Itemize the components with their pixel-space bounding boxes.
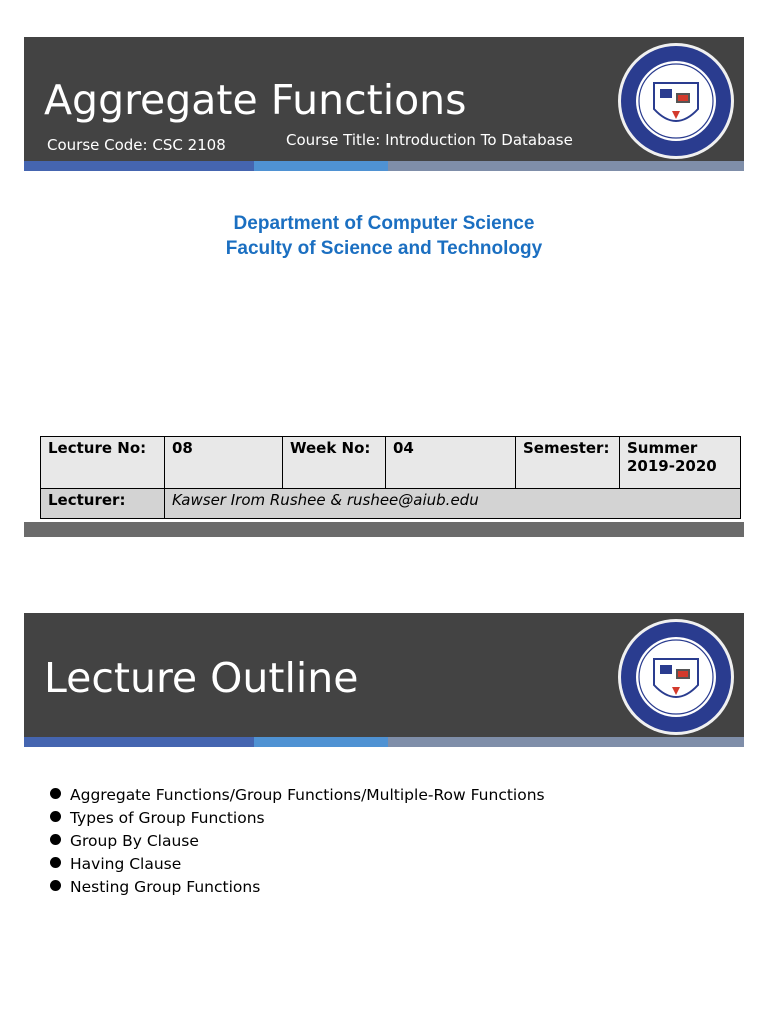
slide-divider bbox=[24, 522, 744, 537]
department-heading: Department of Computer Science bbox=[233, 213, 535, 234]
list-item: Group By Clause bbox=[44, 830, 545, 853]
semester-value bbox=[620, 437, 741, 489]
course-title: Course Title: Introduction To Database bbox=[286, 131, 573, 149]
bullet-icon bbox=[50, 857, 61, 868]
bullet-icon bbox=[50, 834, 61, 845]
list-item: Having Clause bbox=[44, 853, 545, 876]
bullet-icon bbox=[50, 788, 61, 799]
semester-label: Semester: bbox=[516, 437, 620, 489]
outline-list bbox=[44, 784, 545, 899]
lecture-no-value: 08 bbox=[165, 437, 283, 489]
week-no-label: Week No: bbox=[283, 437, 386, 489]
lecturer-value: Kawser Irom Rushee & rushee@aiub.edu bbox=[165, 489, 741, 519]
outline-title: Lecture Outline bbox=[44, 654, 359, 702]
slide-title: Aggregate Functions bbox=[44, 76, 467, 124]
list-item: Aggregate Functions/Group Functions/Multiple-Row Functions bbox=[44, 784, 545, 807]
table-row bbox=[41, 489, 741, 519]
university-logo bbox=[616, 41, 736, 161]
bullet-icon bbox=[50, 811, 61, 822]
lecturer-label: Lecturer: bbox=[41, 489, 165, 519]
university-logo bbox=[616, 617, 736, 737]
lecture-no-label: Lecture No: bbox=[41, 437, 165, 489]
slide1-header bbox=[24, 37, 744, 171]
bullet-icon bbox=[50, 880, 61, 891]
lecture-info-table bbox=[40, 436, 741, 519]
table-row bbox=[41, 437, 741, 489]
semester-line2: 2019-2020 bbox=[627, 457, 717, 475]
slide2-header bbox=[24, 613, 744, 747]
faculty-heading: Faculty of Science and Technology bbox=[225, 238, 543, 259]
course-code: Course Code: CSC 2108 bbox=[47, 136, 226, 154]
list-item: Types of Group Functions bbox=[44, 807, 545, 830]
week-no-value: 04 bbox=[386, 437, 516, 489]
list-item: Nesting Group Functions bbox=[44, 876, 545, 899]
semester-line1: Summer bbox=[627, 439, 698, 457]
